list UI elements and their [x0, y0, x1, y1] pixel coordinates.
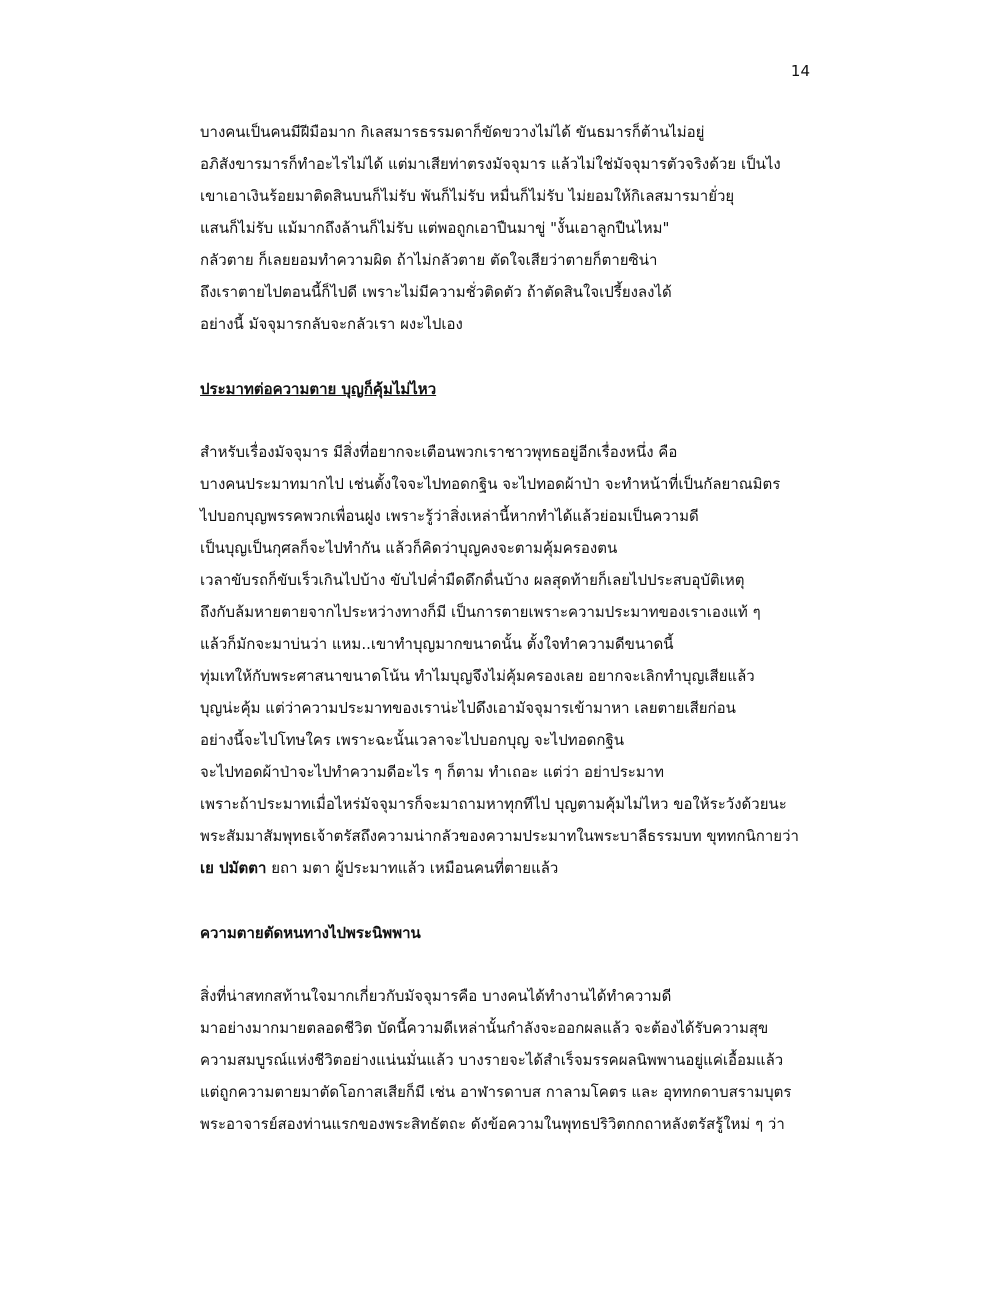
paragraph-line: มาอย่างมากมายตลอดชีวิต บัดนี้ความดีเหล่านั้นกำลังจะออกผลแล้ว จะต้องได้รับความสุข [200, 1019, 769, 1037]
paragraph-line: เขาเอาเงินร้อยมาติดสินบนก็ไม่รับ พันก็ไม่รับ หมื่นก็ไม่รับ ไม่ยอมให้กิเลสมารมายั่วยุ [200, 187, 735, 205]
paragraph-line: อย่างนี้จะไปโทษใคร เพราะฉะนั้นเวลาจะไปบอกบุญ จะไปทอดกฐิน [200, 731, 624, 749]
page-number: 14 [790, 62, 810, 80]
paragraph-line: บุญน่ะคุ้ม แต่ว่าความประมาทของเราน่ะไปดึงเอามัจจุมารเข้ามาหา เลยตายเสียก่อน [200, 699, 736, 717]
paragraph-line: ความสมบูรณ์แห่งชีวิตอย่างแน่นมั่นแล้ว บางรายจะได้สำเร็จมรรคผลนิพพานอยู่แค่เอื้อมแล้ว [200, 1051, 784, 1069]
paragraph-line: อย่างนี้ มัจจุมารกลับจะกลัวเรา ผงะไปเอง [200, 315, 463, 333]
section-heading: ความตายตัดหนทางไปพระนิพพาน [200, 924, 421, 942]
paragraph-line: ไปบอกบุญพรรคพวกเพื่อนฝูง เพราะรู้ว่าสิ่งเหล่านี้หากทำได้แล้วย่อมเป็นความดี [200, 507, 699, 525]
paragraph-line [200, 858, 558, 878]
paragraph-line: จะไปทอดผ้าป่าจะไปทำความดีอะไร ๆ ก็ตาม ทำเถอะ แต่ว่า อย่าประมาท [200, 763, 665, 781]
paragraph-line: แต่ถูกความตายมาตัดโอกาสเสียก็มี เช่น อาฬารดาบส กาลามโคตร และ อุททกดาบสรามบุตร [200, 1083, 792, 1101]
paragraph-line: สิ่งที่น่าสทกสท้านใจมากเกี่ยวกับมัจจุมารคือ บางคนได้ทำงานได้ทำความดี [200, 987, 672, 1005]
paragraph-line: เพราะถ้าประมาทเมื่อไหร่มัจจุมารก็จะมาถามหาทุกทีไป บุญตามคุ้มไม่ไหว ขอให้ระวังด้วยนะ [200, 795, 787, 813]
paragraph-line: แล้วก็มักจะมาบ่นว่า แหม..เขาทำบุญมากขนาดนั้น ตั้งใจทำความดีขนาดนี้ [200, 635, 674, 653]
paragraph-line: อภิสังขารมารก็ทำอะไรไม่ได้ แต่มาเสียท่าตรงมัจจุมาร แล้วไม่ใช่มัจจุมารตัวจริงด้วย เป็นไง [200, 155, 781, 173]
paragraph-line: ถึงกับล้มหายตายจากไประหว่างทางก็มี เป็นการตายเพราะความประมาทของเราเองแท้ ๆ [200, 603, 761, 621]
paragraph-line: กลัวตาย ก็เลยยอมทำความผิด ถ้าไม่กลัวตาย ตัดใจเสียว่าตายก็ตายซิน่า [200, 251, 658, 269]
paragraph-line: บางคนประมาทมากไป เช่นตั้งใจจะไปทอดกฐิน จะไปทอดผ้าป่า จะทำหน้าที่เป็นกัลยาณมิตร [200, 475, 781, 493]
paragraph-line: ทุ่มเทให้กับพระศาสนาขนาดโน้น ทำไมบุญจึงไม่คุ้มครองเลย อยากจะเลิกทำบุญเสียแล้ว [200, 667, 755, 685]
paragraph-line: เป็นบุญเป็นกุศลก็จะไปทำกัน แล้วก็คิดว่าบุญคงจะตามคุ้มครองตน [200, 539, 618, 557]
paragraph-line: สำหรับเรื่องมัจจุมาร มีสิ่งที่อยากจะเตือนพวกเราชาวพุทธอยู่อีกเรื่องหนึ่ง คือ [200, 443, 678, 461]
paragraph-line: บางคนเป็นคนมีฝีมือมาก กิเลสมารธรรมดาก็ขัดขวางไม่ได้ ขันธมารก็ต้านไม่อยู่ [200, 123, 705, 141]
paragraph-line: พระสัมมาสัมพุทธเจ้าตรัสถึงความน่ากลัวของความประมาทในพระบาลีธรรมบท ขุททกนิกายว่า [200, 827, 799, 845]
pali-quote: เย ปมัตตา [200, 859, 267, 877]
pali-translation: ยถา มตา ผู้ประมาทแล้ว เหมือนคนที่ตายแล้ว [266, 859, 559, 877]
paragraph-line: เวลาขับรถก็ขับเร็วเกินไปบ้าง ขับไปค่ำมืดดึกดื่นบ้าง ผลสุดท้ายก็เลยไปประสบอุบัติเหตุ [200, 571, 745, 589]
paragraph-line: ถึงเราตายไปตอนนี้ก็ไปดี เพราะไม่มีความชั่วติดตัว ถ้าตัดสินใจเปรี้ยงลงได้ [200, 283, 672, 301]
paragraph-line: แสนก็ไม่รับ แม้มากถึงล้านก็ไม่รับ แต่พอถูกเอาปืนมาขู่ "งั้นเอาลูกปืนไหม" [200, 219, 670, 237]
paragraph-line: พระอาจารย์สองท่านแรกของพระสิทธัตถะ ดังข้อความในพุทธปริวิตกกถาหลังตรัสรู้ใหม่ ๆ ว่า [200, 1115, 785, 1133]
section-heading: ประมาทต่อความตาย บุญก็คุ้มไม่ไหว [200, 380, 437, 398]
